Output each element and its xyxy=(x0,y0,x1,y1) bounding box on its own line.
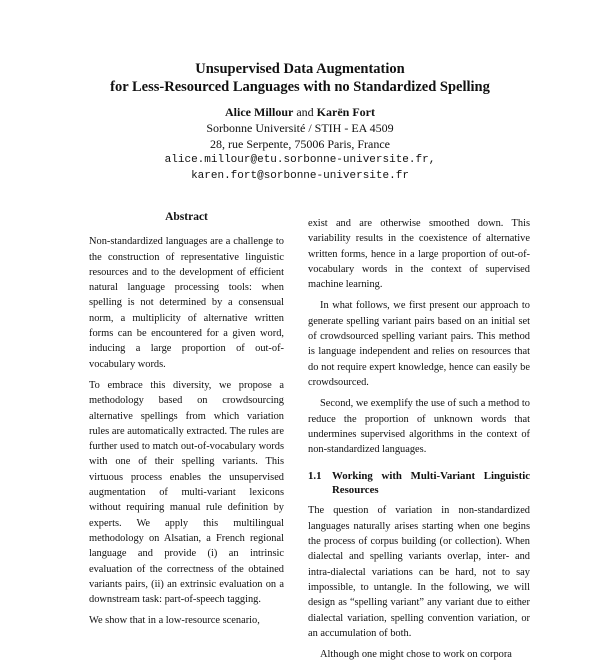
body-paragraph-4: The question of variation in non-standardized languages naturally arises starting when one begins the process of corpus building (or collection). When dialectal and spelling variants overlap, inter- and intra-dialectal variations can be hard, not to say impossible, to untangle. In the following, we will design as “spelling variant” any variant due to either dialectal variation, spelling convention variation, or an accumulation of both. xyxy=(308,505,530,639)
email-1: alice.millour@etu.sorbonne-universite.fr, xyxy=(164,154,436,166)
body-paragraph-2: In what follows, we first present our approach to generate spelling variant pairs based on an initial set of crowdsourced spelling variant pairs. This method is language independent and relies on resources that do not require expert knowledge, hence can easily be crowdsourced. xyxy=(308,300,530,388)
author-1: Alice Millour xyxy=(225,105,294,119)
right-column xyxy=(308,216,530,668)
body-paragraph-3: Second, we exemplify the use of such a method to reduce the proportion of unknown words that undermines supervised algorithms in the context of non-standardized languages. xyxy=(308,398,530,456)
section-title: Working with Multi-Variant Linguistic Resources xyxy=(332,470,530,497)
address: 28, rue Serpente, 75006 Paris, France xyxy=(210,137,390,151)
affiliation: Sorbonne Université / STIH - EA 4509 xyxy=(206,121,394,135)
email-2: karen.fort@sorbonne-universite.fr xyxy=(191,170,409,182)
title-line-2: for Less-Resourced Languages with no Standardized Spelling xyxy=(110,79,490,95)
left-column xyxy=(89,210,284,635)
author-block xyxy=(0,104,600,184)
author-conjunction: and xyxy=(296,105,314,119)
abstract-paragraph-3: We show that in a low-resource scenario, xyxy=(89,615,260,627)
paper-title xyxy=(0,60,600,96)
body-paragraph-1: exist and are otherwise smoothed down. This variability results in the coexistence of alternative written forms, hence in a large proportion of out-of-vocabulary words in the context of supervised machine learning. xyxy=(308,218,530,291)
abstract-heading: Abstract xyxy=(165,211,208,223)
section-number: 1.1 xyxy=(308,470,322,483)
abstract-paragraph-2: To embrace this diversity, we propose a methodology based on crowdsourcing alternative spellings from which variation rules are automatically extracted. The rules are further used to match out-of-vocabulary words with one of their spelling variants. This virtuous process enables the unsupervised augmentation of multi-variant lexicons without requiring manual rule definition by experts. We apply this multilingual methodology on Alsatian, a French regional language and provide (i) an intrinsic evaluation of the correctness of the obtained variants pairs, (ii) an extrinsic evaluation on a downstream task: part-of-speech tagging. xyxy=(89,379,284,606)
author-2: Karën Fort xyxy=(316,105,375,119)
body-paragraph-5: Although one might chose to work on corpora xyxy=(320,649,512,661)
author-names xyxy=(0,104,600,120)
title-line-1: Unsupervised Data Augmentation xyxy=(195,61,405,77)
abstract-paragraph-1: Non-standardized languages are a challenge to the construction of representative linguistic resources and to the development of efficient natural language processing tools: when spelling is not determined by a consensual norm, a multiplicity of alternative written forms can be encountered for a given word, inducing a large proportion of out-of-vocabulary words. xyxy=(89,236,284,370)
section-heading xyxy=(308,469,530,497)
